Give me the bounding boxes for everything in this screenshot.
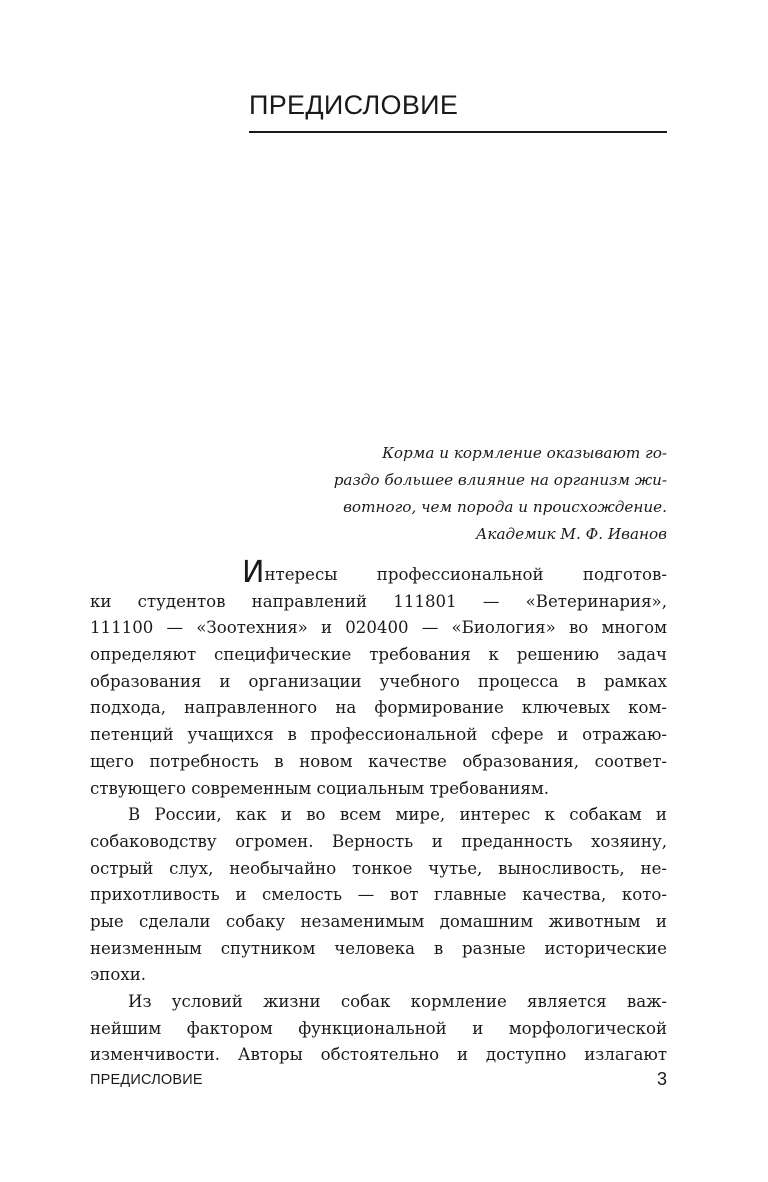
body-text: [90, 555, 667, 1069]
epigraph-line: вотного, чем порода и происхождение.: [343, 498, 667, 516]
chapter-title: ПРЕДИСЛОВИЕ: [249, 90, 459, 120]
body-line: нейшим фактором функциональной и морфологической: [90, 1018, 667, 1038]
body-line: Из условий жизни собак кормление является важ-: [128, 992, 667, 1011]
body-line: щего потребность в новом качестве образования, соответ-: [90, 751, 667, 771]
dropcap: И: [242, 555, 265, 590]
body-line: рые сделали собаку незаменимым домашним животным и: [90, 911, 667, 931]
body-line: неизменным спутником человека в разные исторические: [90, 938, 667, 958]
body-line-text: нтересы профессиональной подготов-: [264, 565, 667, 584]
body-line: изменчивости. Авторы обстоятельно и доступно излагают: [90, 1045, 667, 1065]
epigraph-line: раздо большее влияние на организм жи-: [333, 471, 667, 489]
body-line: 111100 — «Зоотехния» и 020400 — «Биология» во многом: [90, 618, 667, 638]
title-rule: [249, 131, 667, 133]
body-line: петенций учащихся в профессиональной сфере и отражаю-: [90, 725, 667, 745]
body-line: [90, 555, 667, 590]
page-number: 3: [656, 1069, 667, 1089]
body-line: ствующего современным социальным требованиям.: [90, 778, 550, 798]
body-line: В России, как и во всем мире, интерес к собакам и: [128, 805, 667, 825]
body-line: ки студентов направлений 111801 — «Ветеринария»,: [90, 591, 667, 611]
body-line: образования и организации учебного процесса в рамках: [90, 671, 667, 691]
body-line: собаководству огромен. Верность и преданность хозяину,: [90, 831, 667, 851]
body-line: острый слух, необычайно тонкое чутье, выносливость, не-: [90, 858, 667, 878]
body-line: подхода, направленного на формирование ключевых ком-: [90, 698, 667, 718]
running-footer-title: ПРЕДИСЛОВИЕ: [90, 1072, 203, 1088]
body-line: прихотливость и смелость — вот главные качества, кото-: [90, 885, 667, 905]
epigraph-line: Корма и кормление оказывают го-: [382, 444, 667, 462]
epigraph-author: Академик М. Ф. Иванов: [475, 525, 667, 543]
body-line: определяют специфические требования к решению задач: [90, 645, 667, 665]
epigraph: [290, 440, 667, 548]
body-line: эпохи.: [90, 965, 147, 985]
